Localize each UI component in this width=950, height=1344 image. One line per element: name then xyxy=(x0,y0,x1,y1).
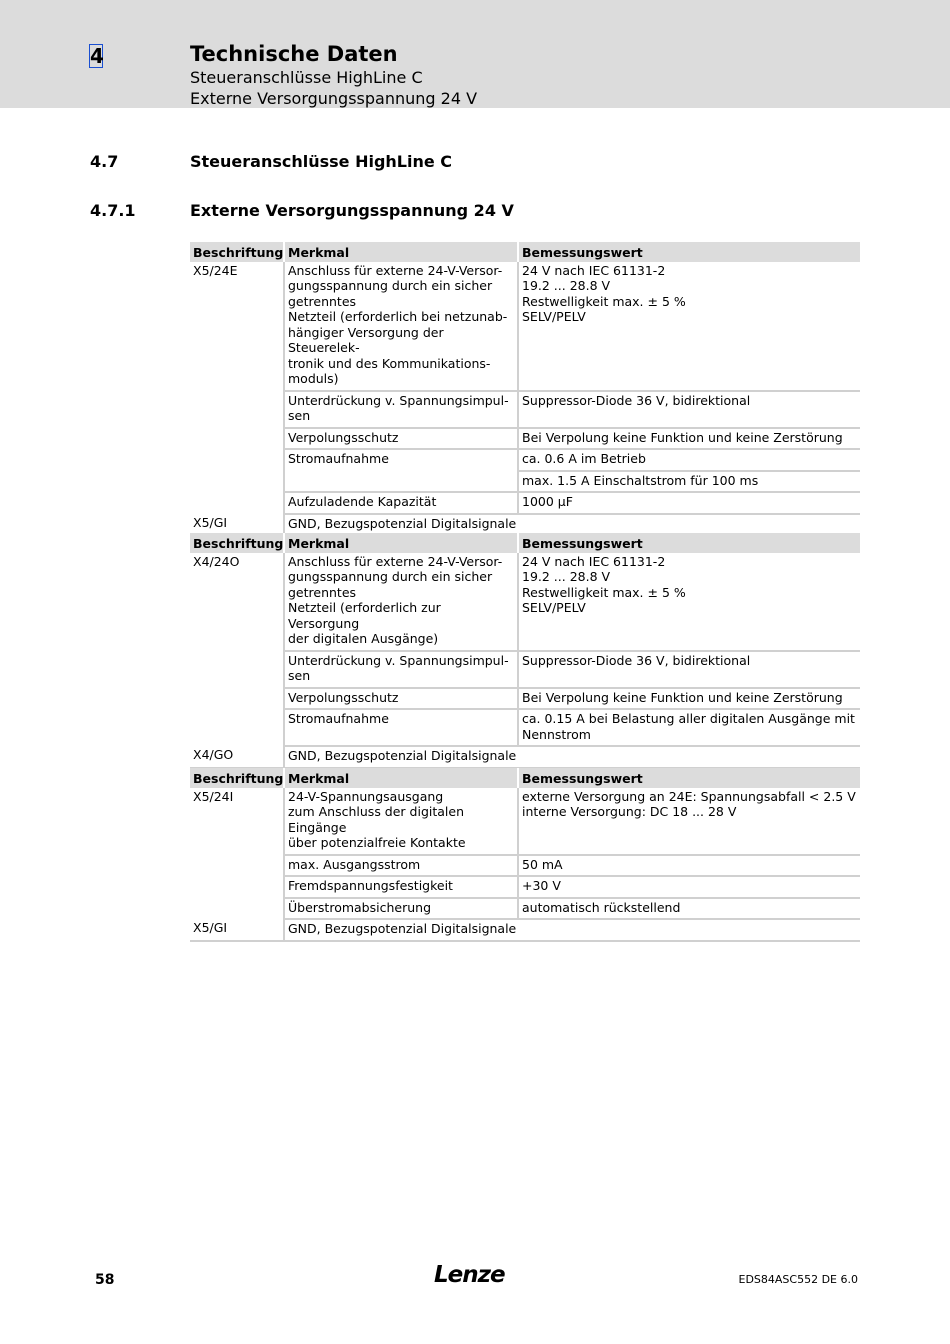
feature-cell: Unterdrückung v. Spannungsimpul- sen xyxy=(284,391,518,428)
feature-cell: Unterdrückung v. Spannungsimpul- sen xyxy=(284,651,518,688)
terminal-label: X4/GO xyxy=(190,746,284,768)
rating-cell: ca. 0.6 A im Betrieb xyxy=(518,449,860,471)
terminal-label: X5/GI xyxy=(190,919,284,941)
section-title: Steueranschlüsse HighLine C xyxy=(190,152,453,171)
rating-cell: Suppressor-Diode 36 V, bidirektional xyxy=(518,651,860,688)
feature-cell: Verpolungsschutz xyxy=(284,428,518,450)
feature-cell: Überstromabsicherung xyxy=(284,898,518,920)
feature-cell: Aufzuladende Kapazität xyxy=(284,492,518,514)
table-row xyxy=(190,709,860,746)
column-header: Bemessungswert xyxy=(518,768,860,788)
column-header: Beschriftung xyxy=(190,533,284,553)
feature-cell: 24-V-Spannungsausgang zum Anschluss der digitalen Eingänge über potenzialfreie Kontakte xyxy=(284,788,518,855)
rating-cell: +30 V xyxy=(518,876,860,898)
table-row xyxy=(190,651,860,688)
column-header: Beschriftung xyxy=(190,242,284,262)
table-row xyxy=(190,855,860,877)
feature-cell: Stromaufnahme xyxy=(284,709,518,746)
table-row xyxy=(190,514,860,536)
table-row xyxy=(190,391,860,428)
rating-cell: 24 V nach IEC 61131-2 19.2 ... 28.8 V Restwelligkeit max. ± 5 % SELV/PELV xyxy=(518,262,860,391)
table-header-row xyxy=(190,242,860,262)
column-header: Merkmal xyxy=(284,768,518,788)
subsection-number: 4.7.1 xyxy=(90,201,136,220)
feature-cell: GND, Bezugspotenzial Digitalsignale xyxy=(284,514,860,536)
table-row xyxy=(190,876,860,898)
section-number: 4.7 xyxy=(90,152,119,171)
header-title: Technische Daten xyxy=(190,42,398,66)
table-row xyxy=(190,449,860,471)
rating-cell: 1000 μF xyxy=(518,492,860,514)
rating-cell: 50 mA xyxy=(518,855,860,877)
chapter-number-link[interactable]: 4 xyxy=(90,44,104,68)
table-row xyxy=(190,428,860,450)
table-row xyxy=(190,688,860,710)
column-header: Merkmal xyxy=(284,533,518,553)
rating-cell: Bei Verpolung keine Funktion und keine Zerstörung xyxy=(518,688,860,710)
table-row xyxy=(190,919,860,941)
terminal-label: X4/24O xyxy=(190,553,284,747)
spec-table-x5-24i xyxy=(190,768,860,942)
feature-cell: Anschluss für externe 24-V-Versor- gungsspannung durch ein sicher getrenntes Netzteil (erforderlich bei netzunab- hängiger Versorgung der Steuerelek- tronik und des Kommunikations- moduls) xyxy=(284,262,518,391)
rating-cell: externe Versorgung an 24E: Spannungsabfall < 2.5 V interne Versorgung: DC 18 ... 28 V xyxy=(518,788,860,855)
rating-cell: Bei Verpolung keine Funktion und keine Zerstörung xyxy=(518,428,860,450)
rating-cell: max. 1.5 A Einschaltstrom für 100 ms xyxy=(518,471,860,493)
column-header: Bemessungswert xyxy=(518,533,860,553)
feature-cell: max. Ausgangsstrom xyxy=(284,855,518,877)
feature-cell: Fremdspannungsfestigkeit xyxy=(284,876,518,898)
document-id: EDS84ASC552 DE 6.0 xyxy=(738,1273,858,1286)
subsection-title: Externe Versorgungsspannung 24 V xyxy=(190,201,514,220)
column-header: Bemessungswert xyxy=(518,242,860,262)
feature-cell: GND, Bezugspotenzial Digitalsignale xyxy=(284,746,860,768)
table-row xyxy=(190,746,860,768)
rating-cell: ca. 0.15 A bei Belastung aller digitalen Ausgänge mit Nennstrom xyxy=(518,709,860,746)
feature-cell: Anschluss für externe 24-V-Versor- gungsspannung durch ein sicher getrenntes Netzteil (erforderlich zur Versorgung der digitalen Ausgänge) xyxy=(284,553,518,651)
feature-cell: Stromaufnahme xyxy=(284,449,518,492)
terminal-label: X5/GI xyxy=(190,514,284,536)
spec-table-x5-24e xyxy=(190,242,860,536)
header-subtitle-2: Externe Versorgungsspannung 24 V xyxy=(190,89,478,108)
table-row xyxy=(190,262,860,391)
table-row xyxy=(190,553,860,651)
table-row xyxy=(190,788,860,855)
page-number: 58 xyxy=(95,1272,115,1288)
terminal-label: X5/24I xyxy=(190,788,284,920)
terminal-label: X5/24E xyxy=(190,262,284,514)
table-header-row xyxy=(190,768,860,788)
table-header-row xyxy=(190,533,860,553)
header-subtitle-1: Steueranschlüsse HighLine C xyxy=(190,68,423,87)
lenze-logo: Lenze xyxy=(434,1262,505,1288)
feature-cell: Verpolungsschutz xyxy=(284,688,518,710)
spec-table-x4-24o xyxy=(190,533,860,769)
feature-cell: GND, Bezugspotenzial Digitalsignale xyxy=(284,919,860,941)
table-row xyxy=(190,898,860,920)
column-header: Merkmal xyxy=(284,242,518,262)
table-row xyxy=(190,492,860,514)
rating-cell: 24 V nach IEC 61131-2 19.2 ... 28.8 V Restwelligkeit max. ± 5 % SELV/PELV xyxy=(518,553,860,651)
rating-cell: automatisch rückstellend xyxy=(518,898,860,920)
rating-cell: Suppressor-Diode 36 V, bidirektional xyxy=(518,391,860,428)
column-header: Beschriftung xyxy=(190,768,284,788)
